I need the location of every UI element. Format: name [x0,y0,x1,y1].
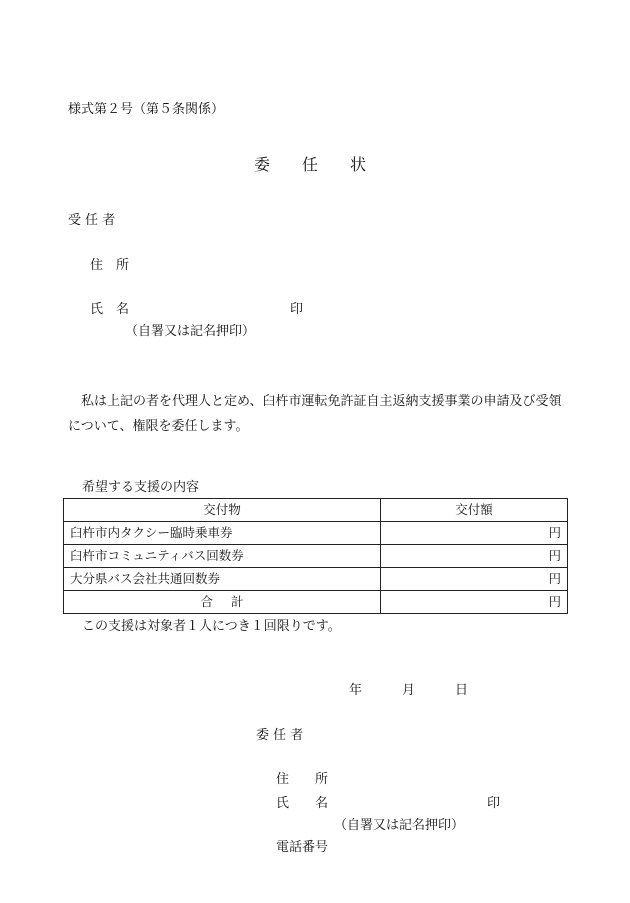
total-label-char: 計 [231,593,244,609]
support-item-prefecture-bus: 大分県バス会社共通回数券 [64,568,381,591]
delegator-signature-note: （自署又は記名押印） [334,818,465,833]
column-header-item: 交付物 [64,499,381,522]
date-month: 月 [402,683,416,698]
date-year: 年 [349,683,363,698]
support-heading: 希望する支援の内容 [82,480,200,495]
trustee-address-label: 住 所 [90,258,130,273]
total-amount-cell: 円 [381,591,568,614]
amount-cell: 円 [381,545,568,568]
delegation-statement-text: 私は上記の者を代理人と定め、臼杵市運転免許証自主返納支援事業の申請及び受領について、権限を委任します。 [68,394,562,434]
form-number: 様式第２号（第５条関係） [68,102,225,117]
total-label-char: 合 [200,593,213,609]
amount-cell: 円 [381,568,568,591]
delegation-statement [68,389,568,439]
support-table [63,498,568,614]
table-row [64,568,568,591]
support-item-taxi: 臼杵市内タクシー臨時乗車券 [64,522,381,545]
support-note: この支援は対象者１人につき１回限りです。 [82,619,341,634]
delegator-seal-mark: 印 [487,796,501,811]
document-title: 委 任 状 [254,155,367,174]
trustee-signature-note: （自署又は記名押印） [125,324,256,339]
trustee-name-label: 氏 名 [90,302,130,317]
table-row [64,545,568,568]
table-total-row [64,591,568,614]
delegator-address-label: 住 所 [276,772,329,787]
support-item-community-bus: 臼杵市コミュニティバス回数券 [64,545,381,568]
delegator-name-label: 氏 名 [276,796,329,811]
date-day: 日 [455,683,469,698]
delegator-heading: 委 任 者 [256,728,304,743]
trustee-heading: 受 任 者 [68,213,116,228]
table-header-row [64,499,568,522]
delegator-phone-label: 電話番号 [276,840,329,855]
column-header-amount: 交付額 [381,499,568,522]
trustee-seal-mark: 印 [290,302,304,317]
amount-cell: 円 [381,522,568,545]
table-row [64,522,568,545]
total-label [64,591,381,614]
